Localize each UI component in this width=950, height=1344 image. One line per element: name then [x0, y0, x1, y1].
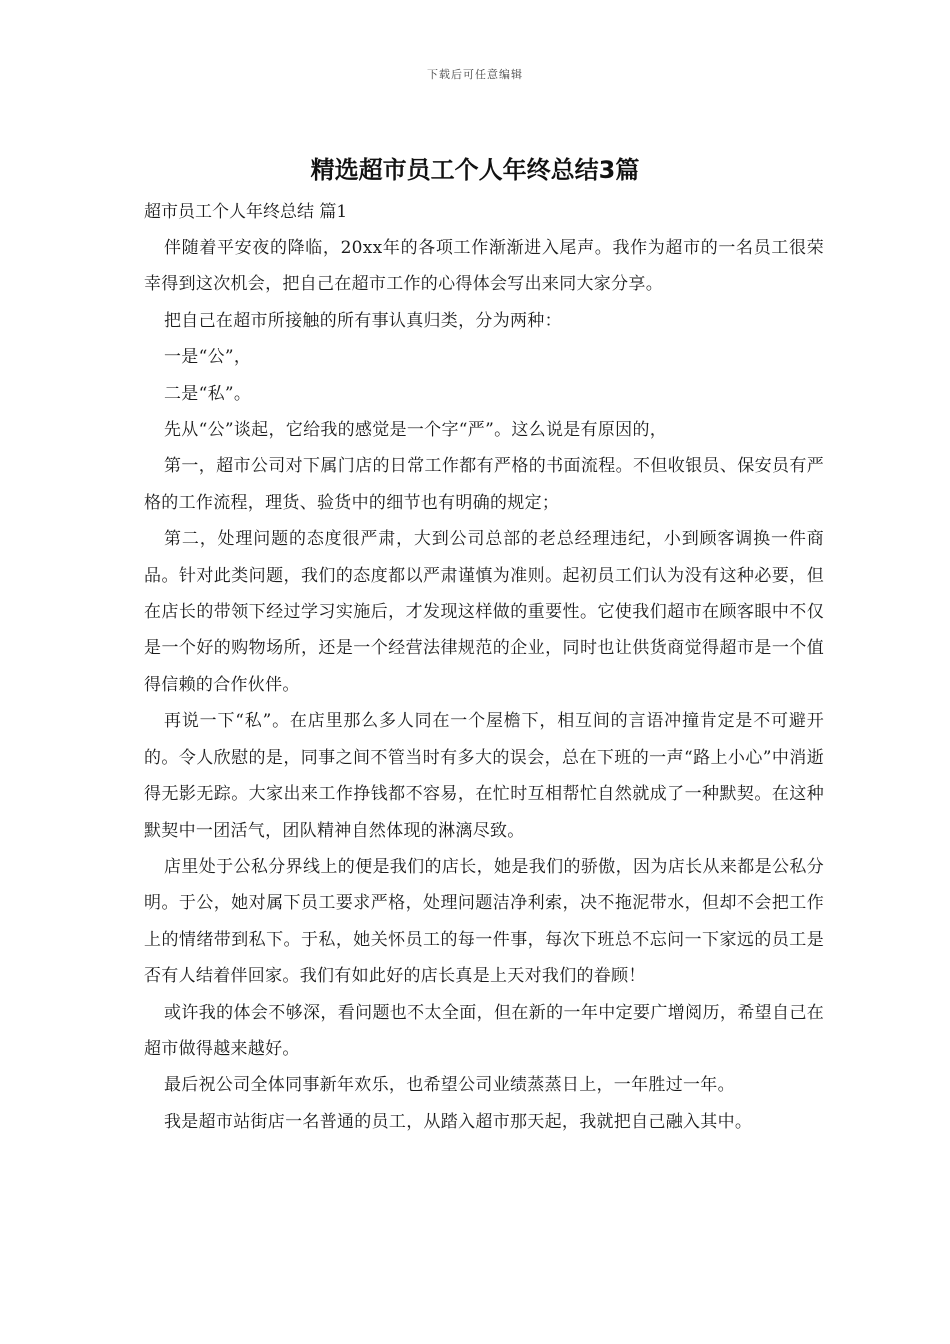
document-body: [144, 194, 824, 1140]
paragraph: 第二，处理问题的态度很严肃，大到公司总部的老总经理违纪，小到顾客调换一件商品。针对此类问题，我们的态度都以严肃谨慎为准则。起初员工们认为没有这种必要，但在店长的带领下经过学习实施后，才发现这样做的重要性。它使我们超市在顾客眼中不仅是一个好的购物场所，还是一个经营法律规范的企业，同时也让供货商觉得超市是一个值得信赖的合作伙伴。: [144, 529, 824, 695]
paragraph: 我是超市站街店一名普通的员工，从踏入超市那天起，我就把自己融入其中。: [164, 1111, 753, 1132]
paragraph: 第一，超市公司对下属门店的日常工作都有严格的书面流程。不但收银员、保安员有严格的工作流程，理货、验货中的细节也有明确的规定；: [144, 456, 824, 513]
header-note: 下载后可任意编辑: [427, 68, 523, 81]
paragraph: 二是“私”。: [164, 383, 252, 404]
section-title: 超市员工个人年终总结 篇1: [144, 202, 348, 222]
paragraph: 一是“公”，: [164, 347, 252, 368]
paragraph: 再说一下“私”。在店里那么多人同在一个屋檐下，相互间的言语冲撞肯定是不可避开的。令人欣慰的是，同事之间不管当时有多大的误会，总在下班的一声“路上小心”中消逝得无影无踪。大家出来工作挣钱都不容易，在忙时互相帮忙自然就成了一种默契。在这种默契中一团活气，团队精神自然体现的淋漓尽致。: [144, 711, 824, 841]
paragraph: 先从“公”谈起，它给我的感觉是一个字“严”。这么说是有原因的，: [164, 420, 668, 441]
paragraph: 店里处于公私分界线上的便是我们的店长，她是我们的骄傲，因为店长从来都是公私分明。于公，她对属下员工要求严格，处理问题洁净利索，决不拖泥带水，但却不会把工作上的情绪带到私下。于私，她关怀员工的每一件事，每次下班总不忘问一下家远的员工是否有人结着伴回家。我们有如此好的店长真是上天对我们的眷顾！: [144, 856, 824, 987]
document-title: 精选超市员工个人年终总结3篇: [310, 156, 640, 184]
paragraph: 最后祝公司全体同事新年欢乐，也希望公司业绩蒸蒸日上，一年胜过一年。: [164, 1075, 735, 1096]
paragraph: 伴随着平安夜的降临，20xx年的各项工作渐渐进入尾声。我作为超市的一名员工很荣幸得到这次机会，把自己在超市工作的心得体会写出来同大家分享。: [144, 238, 824, 295]
paragraph: 把自己在超市所接触的所有事认真归类，分为两种：: [164, 310, 562, 331]
paragraph: 或许我的体会不够深，看问题也不太全面，但在新的一年中定要广增阅历，希望自己在超市做得越来越好。: [144, 1002, 824, 1059]
